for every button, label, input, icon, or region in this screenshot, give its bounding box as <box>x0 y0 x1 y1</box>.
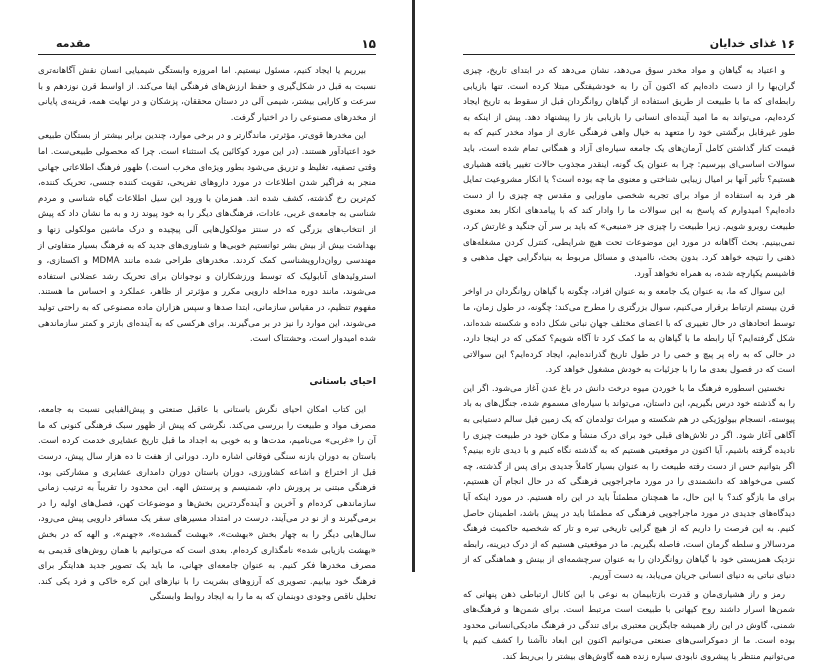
running-title: غذای خدایان <box>709 37 777 50</box>
left-page-body <box>38 64 376 609</box>
page-number: ۱۵ <box>361 37 376 51</box>
paragraph: این سوال که ما، به عنوان یک جامعه و به عنوان افراد، چگونه با گیاهان روانگردان در اواخر قرن بیستم ارتباط برقرار می‌کنیم، سوال بزرگتری را مطرح می‌کند: چگونه، در طول زمان، ما توسط اتحادهای در حال تغییری که با اعضای مختلف جهان نباتی شکل داده و شکسته شده‌اند، شکل گرفته‌ایم؟ آیا رابطه ما با گیاهان به ما کمک کرد تا آگاه شویم؟ کمکی که در اینجا دارد، در حالی که به راه پر پیچ و خمی را در طول تاریخ گذرانده‌ایم، ایجاد کرده‌ایم؟ این سوالاتی است که در فصول بعدی ما را با جزئیات به خودش مشغول خواهد کرد. <box>463 287 795 376</box>
right-page-body <box>463 64 795 669</box>
right-page-header <box>463 36 795 55</box>
running-title: مقدمه <box>56 37 91 50</box>
paragraph: نخستین اسطوره فرهنگ ما با خوردن میوه درخت دانش در باغ عدن آغاز می‌شود. اگر این را به گذشته خود درس بگیریم، این داستان، می‌تواند با سیاره‌ای مسموم شده، جنگل‌های به باد پیوسته، انسجام بیولوژیکی در هم شکسته و میراث تولدمان که یک زمین فیل سالم دستیابی به آگاهی آغاز شود. اگر در تلاش‌های قبلی خود برای درک منشأ و مکان خود در طبیعت چیزی را نادیده گرفته باشیم، آیا اکنون در موقعیتی هستیم که به گذشته نگاه کنیم و با دیدی تازه بینیم؟ اگر بتوانیم حس از دست رفته طبیعت را به عنوان بسیار کاملاً جدیدی برای پس از گذشته، چه کسی می‌خواهد که دانشمندی را در مورد ماجراجویی فرهنگی که در حال انجام آن هستیم، برای ما بازگو کند؟ با این حال، ما همچنان مطمئناً باید در این راه هستیم. در مورد اینکه آیا دیدگاه‌های جدیدی در مورد ماجراجویی فرهنگی که مطمئنا باید در پیش باشد، اطمینان حاصل کنیم. به این فرصت را داریم که از هیچ گرایی تاریخی تیره و تار که شخصیه حاکمیت فرهنگ مردسالار و سلطه گرمان است، فاصله بگیریم. ما در موقعیتی هستیم که از درک دیرینه، رابطه نزدیک همزیستی خود با گیاهان روانگردان را به عنوان سرچشمه‌ای از بینش و هماهنگی که از دنیای نباتی به دنیای انسانی جریان می‌یابد، به دست آوریم. <box>463 383 795 581</box>
left-page <box>0 0 412 603</box>
right-page <box>415 0 824 662</box>
paragraph: رمز و راز هشیاری‌مان و قدرت بازتابیمان به نوعی با این کانال ارتباطی ذهن پنهانی که شمن‌ها اسرار داشند روح کیهانی با طبیعت است مرتبط است. برای شمن‌ها و فرهنگ‌های شمنی، گاوش در این راز همیشه جایگزین معتبری برای تندگی در فرهنگ مادیکی‌انسانی محدود بوده است. ما از دموکراسی‌های صنعتی می‌توانیم اکنون این ابعاد ناآشنا را کشف کنیم یا می‌توانیم منتظر با پیشروی نابودی سیاره زنده همه گاوش‌های بیشتر را بی‌ربط کند. <box>463 589 795 662</box>
paragraph: این کتاب امکان احیای نگرش باستانی با عاقبل صنعتی و پیش‌الفبایی نسبت به جامعه، مصرف مواد و طبیعت را بررسی می‌کند. نگرشی که پیش از ظهور سبک فرهنگی کنونی که ما آن را «غربی» می‌نامیم، مدت‌ها و به خوبی به اجداد ما قبل تاریخ عشایری خدمت کرده است. باستان به دوران بازنه سنگی فوقانی اشاره دارد. دورانی از هفت تا ده هزار سال پیش، درست قبل از اختراع و اشاعه کشاورزی، دوران باستان دوران دامداری عشایری و مشارکتی بود، فرهنگی مبتنی بر پرورش دام، شمنیسم و پرستش الهه. این محدود را تقریباً به ترتیب زمانی سازماندهی کرده‌ام و آخرین و آینده‌گردترین بخش‌ها و موضوعات کهن، فصل‌های اولیه را در برمی‌گیرند و از نو در می‌آیند، درست در امتداد مسیرهای سفر یک مسافر دارویی پیش می‌رود، سال‌هایی دیگر را به چهار بخش «بهشت»، «بهشت گمشده»، «جهنم»، و الهه که در بخش «بهشت بازیابی شده» نامگذاری کرده‌ام. بعدی است که می‌توانیم با همان روش‌های قدیمی به مصرف مخدرها فکر کنیم. به عنوان جامعه‌ای جهانی، ما باید یک تصویر جدید هدایتگر برای فرهنگ خود بیابیم. تصویری که آرزوهای بشریت را با نیازهای این کره خاکی و فرد یکی کند. تحلیل ناقص وجودی دوبنمان که به ما را به ایجاد روابط وابستگی <box>38 405 376 603</box>
left-page-header <box>38 36 376 55</box>
section-heading: احیای باستانی <box>309 375 376 387</box>
page-number: ۱۶ <box>780 37 795 51</box>
paragraph: این مخدرها قوی‌تر، مؤثرتر، ماندگارتر و در برخی موارد، چندین برابر بیشتر از بستگان طبیعی خود اعتیادآور هستند. (در این مورد کوکائین یک استثناء است. چرا که محصولی طبیعی‌ست. اما وقتی تصفیه، تغلیظ و تزریق می‌شود بطور ویژه‌ای مخرب است.) ظهور فرهنگ اطلاعاتی جهانی منجر به فراگیر شدن اطلاعات در مورد داروهای تفریحی، تقویت کننده جنسی، تحریک کننده، کم‌ترین رخ گذشته، کشف شده اند. همزمان با ورود این سیل اطلاعات گیاه شناسی و مردم شناسی به جامعه‌ی غربی، عادات، فرهنگ‌های دیگر را به خود پیوند زد و به ما نشان داد که پیش از انتخاب‌های بزرگی که در سنتز مولکول‌هایی آلی پیچیده و درک ماشین مولکولی زنها و بهداشت بیش از بیش بشر توانستیم خوبی‌ها و شناوری‌های جدید که به فرهنگ بسیار متفاوتی از مهندسی روان‌دارویشناسی کمک کردند. مخدرهای طراحی شده مانند MDMA و اکستازی، و استروئیدهای آنابولیک که توسط ورزشکاران و نوجوانان برای تحریک رشد عضلانی استفاده می‌شوند، مانند دوره مداخله دارویی مکرر و مؤثرتر از ظاهر، عملکرد و احساس ما هستند. مفهوم تنظیم، در مقیاس سازمانی، ابتدا صدها و سپس هزاران ماده مصنوعی که به راحتی تولید می‌شوند، این موارد را نیز در بر می‌گیرند. برای هرکسی که به آینده‌ای بازتر و کمتر سازماندهی شده امیدوار است، وحشتناک است. <box>38 131 376 345</box>
paragraph: و اعتیاد به گیاهان و مواد مخدر سوق می‌دهد، نشان می‌دهد که در ابتدای تاریخ، چیزی گران‌بها را از دست داده‌ایم که اکنون آن را به خودشیفتگی مبتلا کرده است. تنها بازیابی رابطه‌ای که ما با طبیعت از طریق استفاده از گیاهان روانگردان قبل از سقوط به تاریخ ایجاد کرده‌ایم، می‌تواند به ما امید آینده‌ای انسانی را بازیابی باز را پیشنهاد دهد. پیش از اینکه به طور غیرقابل برگشتی خود را متعهد به خیال واهی فرهنگی عاری از مواد مخدر کنیم که به قیمت کنار گذاشتن کامل آرمان‌های یک جامعه سیاره‌ای آزاد و همگانی تمام شده است، باید سوالات اساسی‌ای بپرسیم: چرا به عنوان یک گونه، اینقدر مجذوب حالات تغییر یافته هشیاری هستیم؟ تأثیر آنها بر امیال زیبایی شناختی و معنوی ما چه بوده است؟ یا انکار مشروعیت تمایل هر فرد به استفاده از مواد برای تجربه شخصی ماورایی و مقدس چه چیزی را از دست داده‌ایم؟ امیدوارم که پاسخ به این سوالات ما را وادار کند که با پیامدهای انکار بعد معنوی طبیعت روبرو شویم. زیرا طبیعت را چیزی جز «منبعی» که باید بر سر آن جنگید و غارتش کرد، نمی‌بینیم. بحث آگاهانه در مورد این موضوعات تحت هیچ شرایطی، کنترل کردن مشغله‌های ذهنی را نتیجه خواهد کرد. بدون بحث، ناامیدی و مسائل مربوط به بنیادگرایی جهل مذهبی و فاشیسم یکپارچه شده، به همراه نخواهد آورد. <box>463 66 795 279</box>
paragraph: بیرریم یا ایجاد کنیم، مسئول نیستیم. اما امروزه وابستگی شیمیایی انسان نقش آگاهانه‌تری نسبت به قبل در شکل‌گیری و حفظ ارزش‌های فرهنگی ایفا می‌کند. از اواسط قرن نوزدهم و با سرعت و کارایی بیشتر، شیمی آلی در دستان محققان، پزشکان و در نهایت همه، قرینه‌ی پایانی از مخدرهای مصنوعی را در اختیار گرفت. <box>38 66 376 123</box>
